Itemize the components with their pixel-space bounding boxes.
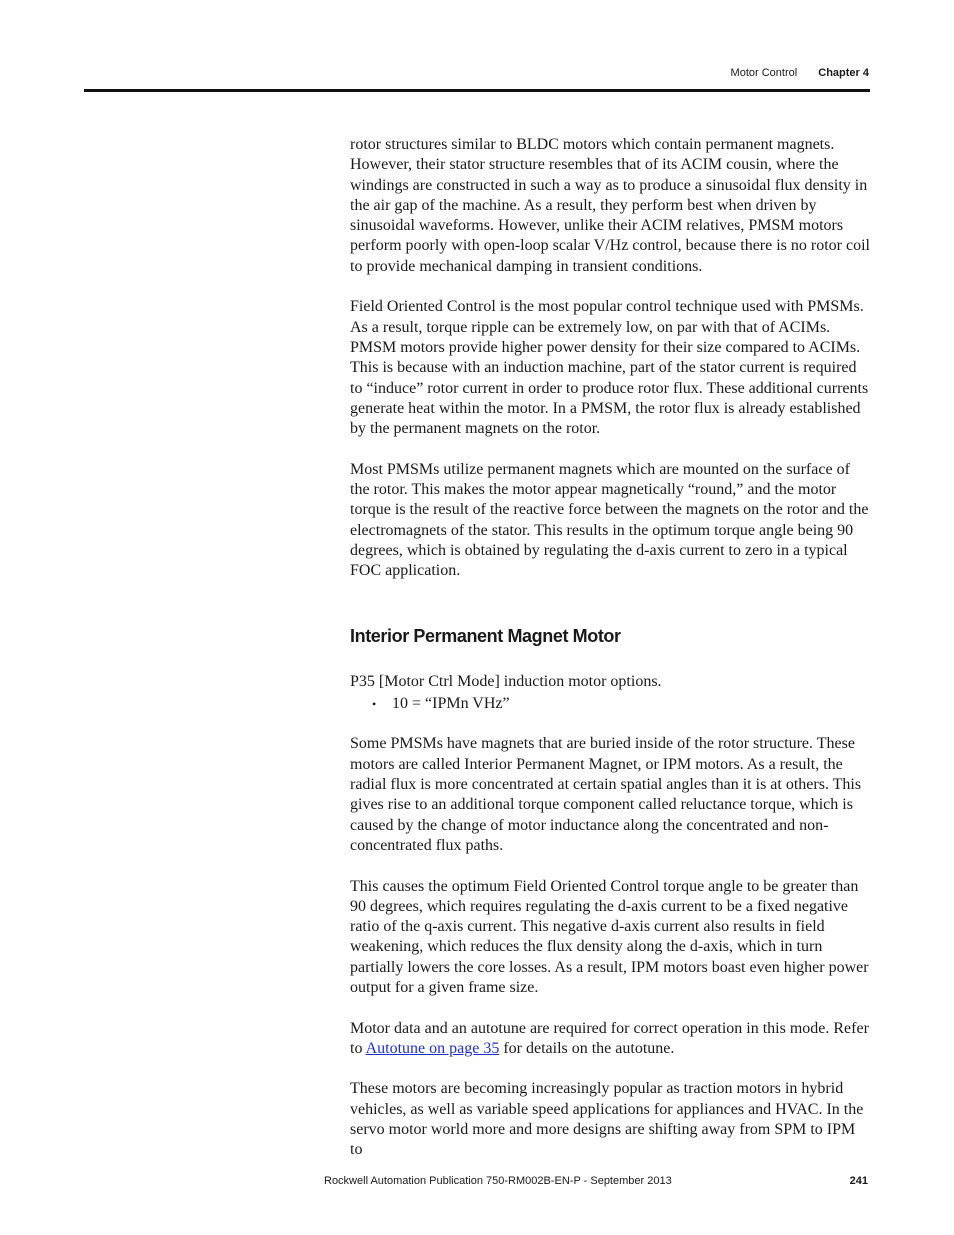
bullet-icon: • — [372, 696, 377, 711]
body-paragraph: Field Oriented Control is the most popular control technique used with PMSMs. As a result, torque ripple can be extremely low, on par with that of ACIMs. PMSM motors provide higher power density for their size compared to ACIMs. This is because with an induction machine, part of the stator current is required to “induce” rotor current in order to produce rotor flux. These additional currents generate heat within the motor. In a PMSM, the rotor flux is already established by the permanent magnets on the rotor. — [350, 298, 869, 438]
body-paragraph: Most PMSMs utilize permanent magnets which are mounted on the surface of the rotor. This makes the motor appear magnetically “round,” and the motor torque is the result of the reactive force between the magnets on the rotor and the electromagnets of the stator. This results in the optimum torque angle being 90 degrees, which is obtained by regulating the d-axis current to zero in a typical FOC application. — [350, 460, 869, 580]
page-number: 241 — [849, 1175, 868, 1187]
list-item-text: 10 = “IPMn VHz” — [392, 694, 510, 712]
publication-info: Rockwell Automation Publication 750-RM002B-EN-P - September 2013 — [324, 1175, 672, 1187]
header-section-title: Motor Control — [730, 67, 798, 79]
page-body — [350, 135, 870, 1181]
section-heading: Interior Permanent Magnet Motor — [350, 625, 621, 646]
body-paragraph: This causes the optimum Field Oriented Control torque angle to be greater than 90 degrees, which requires regulating the d-axis current to be a fixed negative ratio of the q-axis current. This negative d-axis current also results in field weakening, which reduces the flux density along the d-axis, which in turn partially lowers the core losses. As a result, IPM motors boast even higher power output for a given frame size. — [350, 877, 869, 996]
body-paragraph: These motors are becoming increasingly popular as traction motors in hybrid vehicles, as well as variable speed applications for appliances and HVAC. In the servo motor world more and more designs are shifting away from SPM to IPM to — [350, 1080, 864, 1159]
parameter-intro: P35 [Motor Ctrl Mode] induction motor options. — [350, 672, 662, 690]
option-list — [350, 694, 870, 714]
body-paragraph: rotor structures similar to BLDC motors which contain permanent magnets. However, their stator structure resembles that of its ACIM cousin, where the windings are constructed in such a way as to produce a sinusoidal flux density in the air gap of the machine. As a result, they perform best when driven by sinusoidal waveforms. However, unlike their ACIM relatives, PMSM motors perform poorly with open-loop scalar V/Hz control, because there is no rotor coil to provide mechanical damping in transient conditions. — [350, 136, 870, 275]
header-chapter-label: Chapter 4 — [818, 67, 869, 79]
autotune-text-before: Motor data and an autotune are required for correct operation in this mode. Refer to — [350, 1019, 869, 1057]
header-rule — [84, 89, 870, 92]
autotune-text-after: for details on the autotune. — [499, 1039, 675, 1057]
autotune-link[interactable]: Autotune on page 35 — [365, 1039, 500, 1057]
running-header — [731, 67, 869, 79]
body-paragraph: Some PMSMs have magnets that are buried inside of the rotor structure. These motors are called Interior Permanent Magnet, or IPM motors. As a result, the radial flux is more concentrated at certain spatial angles than it is at others. This gives rise to an additional torque component called reluctance torque, which is caused by the change of motor inductance along the concentrated and non-concentrated flux paths. — [350, 735, 862, 854]
autotune-paragraph — [350, 1019, 870, 1060]
list-item — [350, 694, 870, 714]
